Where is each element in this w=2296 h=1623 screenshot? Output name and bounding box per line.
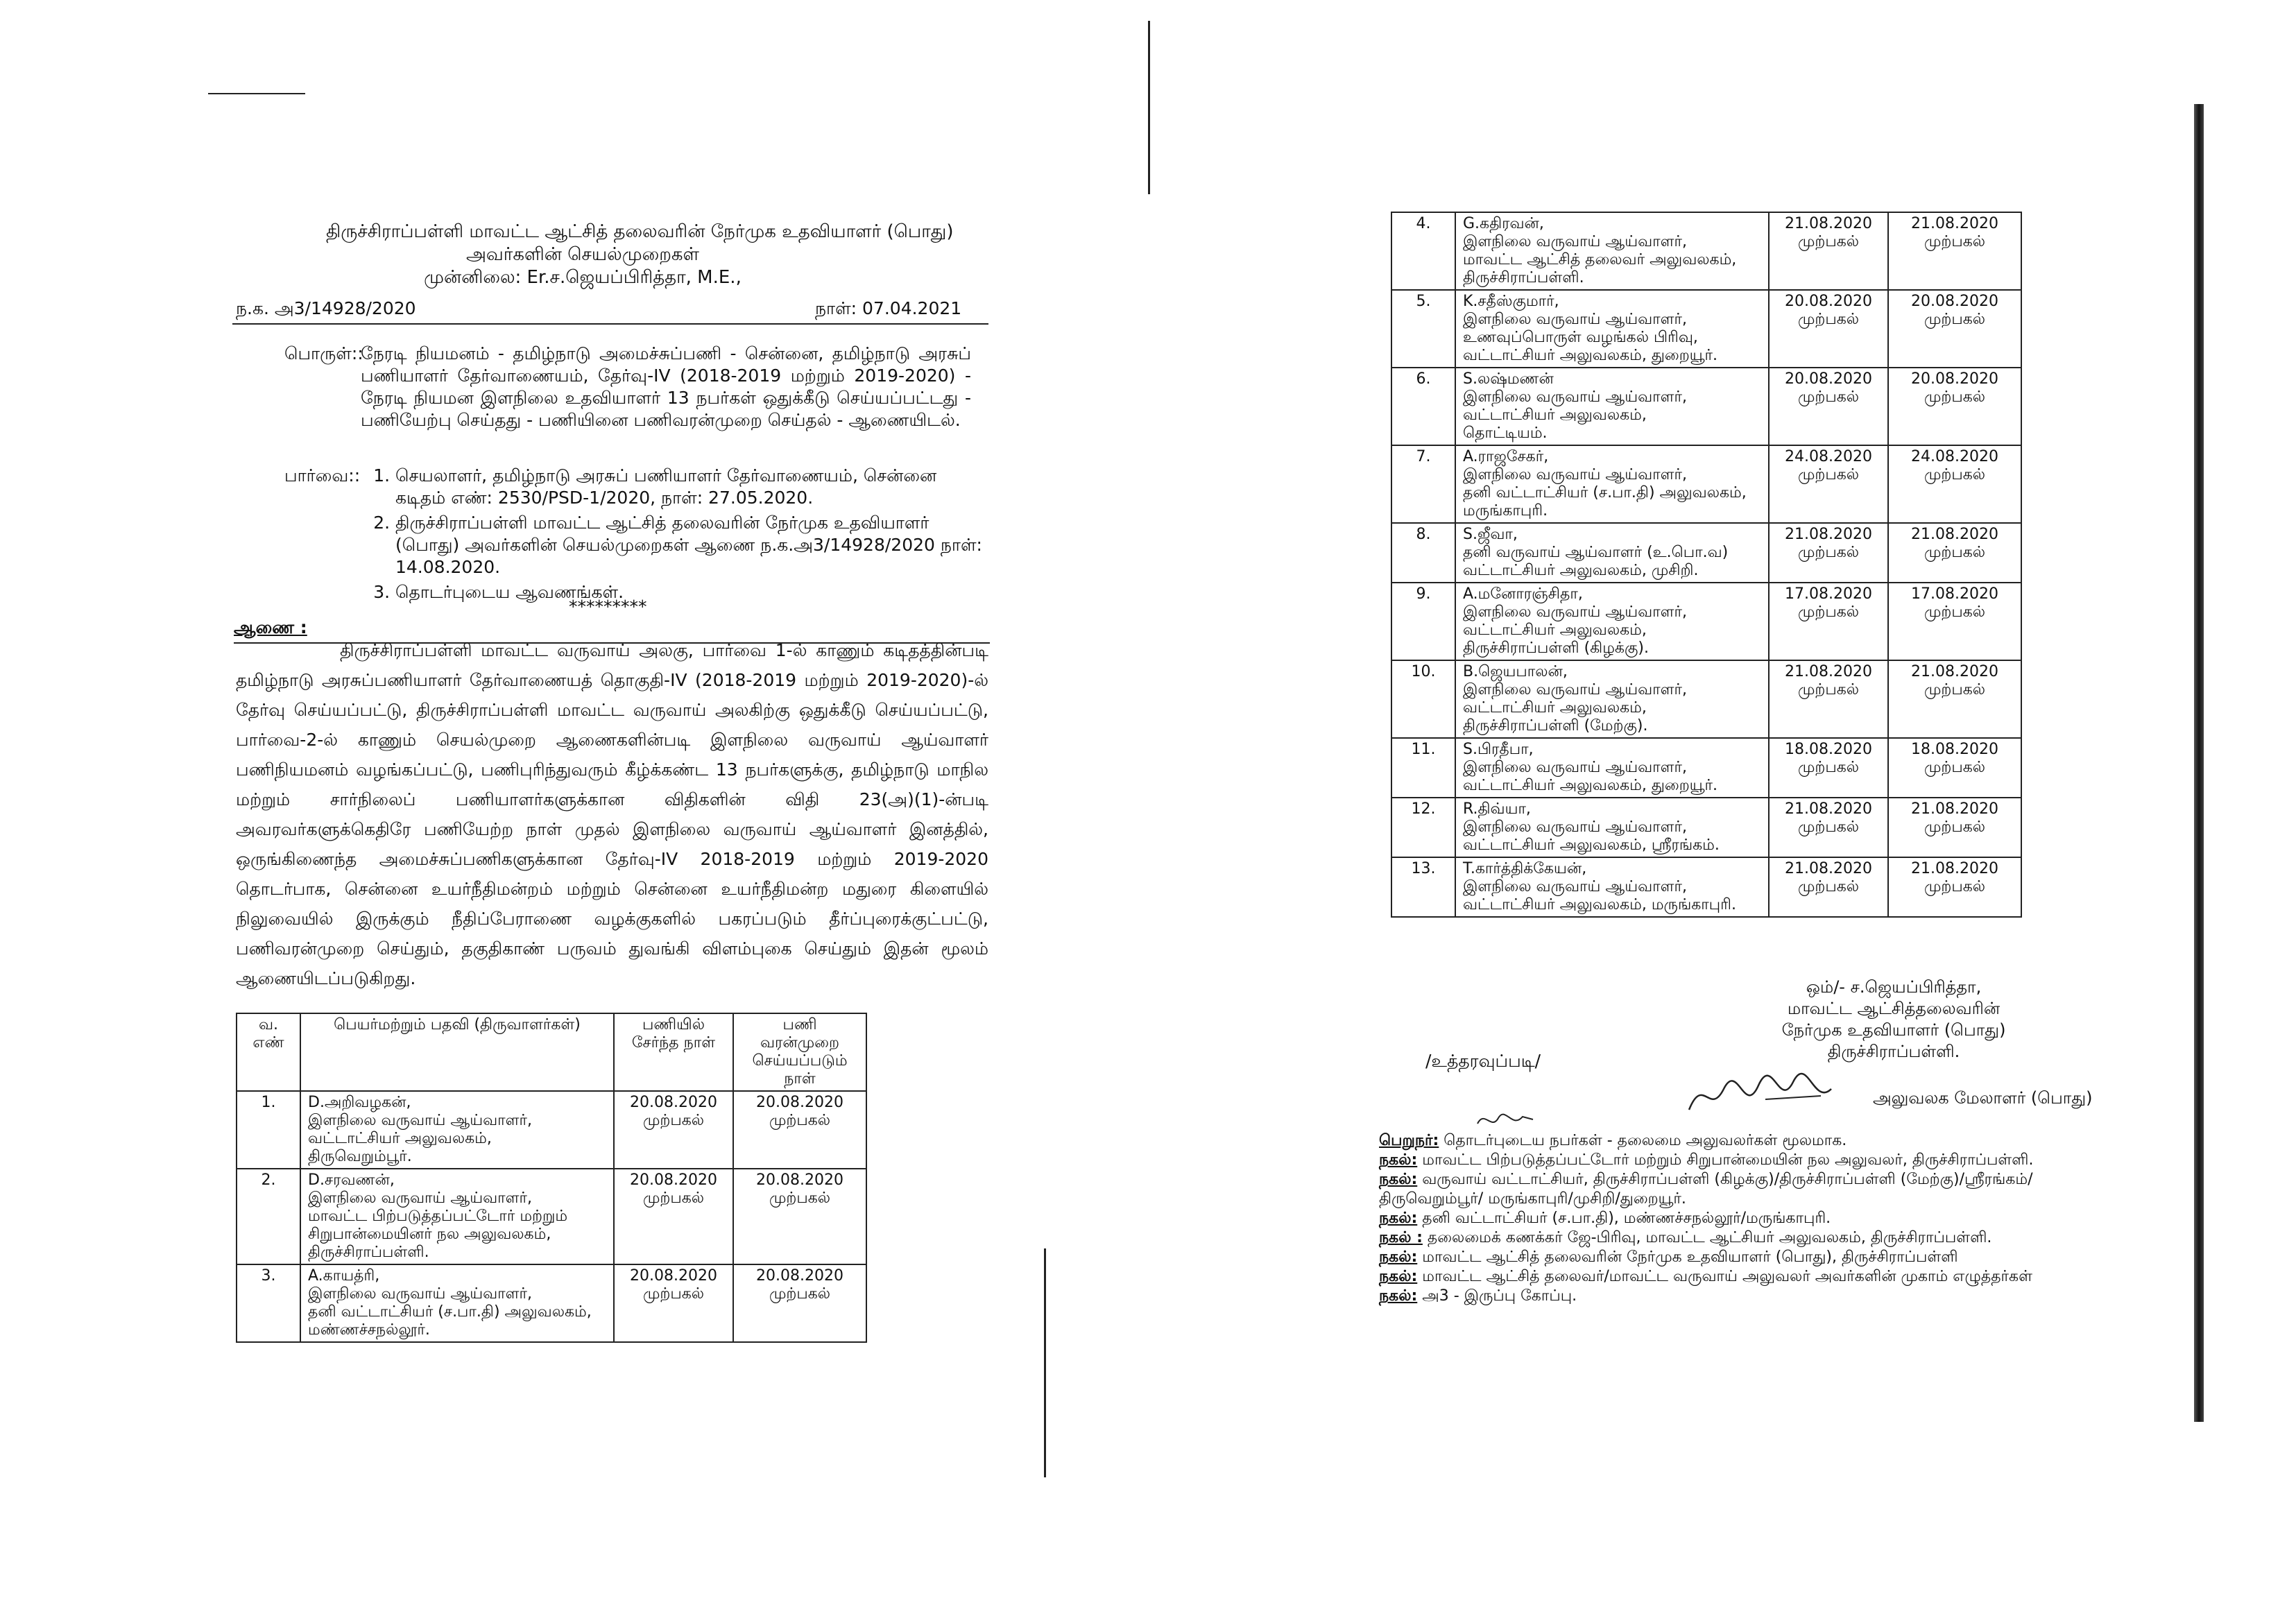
- employee-post: இளநிலை வருவாய் ஆய்வாளர்,: [1463, 466, 1687, 483]
- row-reg-date: [733, 1169, 866, 1264]
- reg-date: 21.08.2020: [1911, 860, 1998, 877]
- employee-post: இளநிலை வருவாய் ஆய்வாளர்,: [308, 1112, 532, 1129]
- reg-session: முற்பகல்: [1924, 466, 1986, 483]
- copy-label: நகல்:: [1379, 1248, 1418, 1266]
- row-serial: 4.: [1391, 212, 1455, 290]
- table-row: [1391, 445, 2021, 523]
- right-page: [1148, 0, 2296, 1623]
- reg-session: முற்பகல்: [769, 1285, 831, 1303]
- reference-item: 3. தொடர்புடைய ஆவணங்கள்.: [395, 581, 992, 603]
- join-date: 20.08.2020: [1785, 293, 1872, 310]
- employee-office-place: திருவெறும்பூர்.: [308, 1148, 412, 1165]
- reg-session: முற்பகல்: [1924, 311, 1986, 328]
- copy-text: தனி வட்டாட்சியர் (ச.பா.தி), மண்ணச்சநல்லூர்/மருங்காபுரி.: [1422, 1210, 1831, 1227]
- roll-table-right: [1391, 212, 2022, 918]
- copy-text: மாவட்ட ஆட்சித் தலைவர்/மாவட்ட வருவாய் அலுவலர் அவர்களின் முகாம் எழுத்தர்கள்: [1422, 1268, 2032, 1285]
- row-name-post: [1455, 583, 1769, 660]
- header-name-post: பெயர்மற்றும் பதவி (திருவாளர்கள்): [300, 1013, 614, 1091]
- row-join-date: [1769, 738, 1888, 798]
- row-reg-date: [1888, 660, 2021, 738]
- header-line-1: திருச்சிராப்பள்ளி மாவட்ட ஆட்சித் தலைவரின் நேர்முக உதவியாளர் (பொது): [326, 221, 954, 242]
- employee-post: இளநிலை வருவாய் ஆய்வாளர்,: [1463, 818, 1687, 836]
- order-date: நாள்: 07.04.2021: [815, 298, 962, 318]
- employee-post: இளநிலை வருவாய் ஆய்வாளர்,: [308, 1190, 532, 1207]
- row-join-date: [1769, 290, 1888, 368]
- header-divider: [232, 323, 988, 325]
- reg-date: 20.08.2020: [1911, 370, 1998, 388]
- employee-office-place: வட்டாட்சியர் அலுவலகம், துறையூர்.: [1463, 347, 1718, 364]
- row-serial: 6.: [1391, 368, 1455, 445]
- references-label: பார்வை::: [284, 465, 361, 486]
- subject-text: நேரடி நியமனம் - தமிழ்நாடு அமைச்சுப்பணி - சென்னை, தமிழ்நாடு அரசுப் பணியாளர் தேர்வாணையம், தேர்வு-IV (2018-2019 மற்றும் 2019-2020) - நேரடி நியமன இளநிலை உதவியாளர் 13 நபர்கள் ஒதுக்கீடு செய்யப்பட்டது - பணியேற்பு செய்தது - பணியினை பணிவரன்முறை செய்தல் - ஆணையிடல்.: [361, 343, 971, 430]
- reference-item: 1. செயலாளர், தமிழ்நாடு அரசுப் பணியாளர் தேர்வாணையம், சென்னை கடிதம் எண்: 2530/PSD-1/2020, நாள்: 27.05.2020.: [395, 465, 992, 509]
- join-session: முற்பகல்: [1797, 759, 1860, 776]
- row-reg-date: [1888, 857, 2021, 917]
- employee-name: A.காயத்ரி,: [308, 1267, 380, 1285]
- row-serial: 2.: [237, 1169, 300, 1264]
- employee-name: S.பிரதீபா,: [1463, 741, 1534, 758]
- employee-office: வட்டாட்சியர் அலுவலகம், துறையூர்.: [1463, 777, 1718, 794]
- order-label: ஆணை :: [234, 617, 307, 637]
- copy-label: நகல்:: [1379, 1171, 1418, 1188]
- row-name-post: [1455, 738, 1769, 798]
- employee-office: வட்டாட்சியர் அலுவலகம், முசிறி.: [1463, 562, 1699, 579]
- row-join-date: [1769, 212, 1888, 290]
- recipient-label: பெறுநர்:: [1379, 1132, 1439, 1149]
- row-join-date: [1769, 660, 1888, 738]
- employee-post: இளநிலை வருவாய் ஆய்வாளர்,: [1463, 603, 1687, 621]
- signature-designation-1: மாவட்ட ஆட்சித்தலைவரின்: [1787, 999, 2001, 1018]
- row-reg-date: [1888, 290, 2021, 368]
- row-join-date: [1769, 445, 1888, 523]
- copy-label: நகல்:: [1379, 1210, 1418, 1227]
- row-name-post: [1455, 212, 1769, 290]
- employee-post: இளநிலை வருவாய் ஆய்வாளர்,: [1463, 681, 1687, 698]
- join-date: 17.08.2020: [1785, 585, 1872, 603]
- copy-text: அ3 - இருப்பு கோப்பு.: [1422, 1287, 1577, 1305]
- row-join-date: [1769, 368, 1888, 445]
- employee-post: தனி வருவாய் ஆய்வாளர் (உ.பொ.வ): [1463, 544, 1729, 561]
- attestation: /உத்தரவுப்படி/: [1425, 1051, 1541, 1071]
- employee-office-place: திருச்சிராப்பள்ளி (மேற்கு).: [1463, 717, 1648, 735]
- join-session: முற்பகல்: [1797, 233, 1860, 250]
- employee-office: மாவட்ட ஆட்சித் தலைவர் அலுவலகம்,: [1463, 251, 1737, 268]
- reg-date: 21.08.2020: [1911, 663, 1998, 680]
- recipient-line: [1379, 1131, 2033, 1151]
- header-join-date: பணியில் சேர்ந்த நாள்: [614, 1013, 733, 1091]
- reg-date: 24.08.2020: [1911, 448, 1998, 465]
- row-name-post: [1455, 290, 1769, 368]
- reg-session: முற்பகல்: [1924, 818, 1986, 836]
- reg-session: முற்பகல்: [1924, 759, 1986, 776]
- row-name-post: [300, 1091, 614, 1169]
- row-reg-date: [1888, 212, 2021, 290]
- copy-label: நகல் :: [1379, 1229, 1423, 1246]
- row-join-date: [1769, 583, 1888, 660]
- row-name-post: [300, 1264, 614, 1342]
- reg-date: 20.08.2020: [756, 1267, 843, 1285]
- copy-line: [1379, 1209, 2033, 1228]
- table-row: [1391, 290, 2021, 368]
- table-row: [1391, 738, 2021, 798]
- employee-name: G.கதிரவன்,: [1463, 215, 1544, 232]
- join-session: முற்பகல்: [1797, 818, 1860, 836]
- reg-session: முற்பகல்: [1924, 878, 1986, 895]
- employee-office-place: திருச்சிராப்பள்ளி.: [308, 1244, 429, 1261]
- row-join-date: [1769, 798, 1888, 857]
- employee-name: R.திவ்யா,: [1463, 800, 1531, 818]
- employee-office-place: திருச்சிராப்பள்ளி (கிழக்கு).: [1463, 639, 1649, 657]
- signature-block: [1720, 977, 2067, 1063]
- employee-office-place: தொட்டியம்.: [1463, 424, 1548, 442]
- join-date: 20.08.2020: [630, 1267, 717, 1285]
- row-join-date: [614, 1169, 733, 1264]
- letterhead: [326, 221, 954, 289]
- join-session: முற்பகல்: [1797, 544, 1860, 561]
- table-header-row: [237, 1013, 866, 1091]
- copy-text: மாவட்ட பிற்படுத்தப்பட்டோர் மற்றும் சிறுபான்மையின் நல அலுவலர், திருச்சிராப்பள்ளி.: [1422, 1151, 2034, 1169]
- separator-stars: *********: [569, 596, 647, 617]
- recipient-text: தொடர்புடைய நபர்கள் - தலைமை அலுவலர்கள் மூலமாக.: [1443, 1132, 1847, 1149]
- copy-line: [1379, 1267, 2033, 1287]
- row-reg-date: [733, 1091, 866, 1169]
- order-body: திருச்சிராப்பள்ளி மாவட்ட வருவாய் அலகு, பார்வை 1-ல் காணும் கடிதத்தின்படி தமிழ்நாடு அரசுப்பணியாளர் தேர்வாணையத் தொகுதி-IV (2018-2019 மற்றும் 2019-2020)-ல் தேர்வு செய்யப்பட்டு, திருச்சிராப்பள்ளி மாவட்ட வருவாய் அலகிற்கு ஒதுக்கீடு செய்யப்பட்டு, பார்வை-2-ல் காணும் செயல்முறை ஆணைகளின்படி இளநிலை வருவாய் ஆய்வாளர் பணிநியமனம் வழங்கப்பட்டு, பணிபுரிந்துவரும் கீழ்க்கண்ட 13 நபர்களுக்கு, தமிழ்நாடு மாநில மற்றும் சார்நிலைப் பணியாளர்களுக்கான விதிகளின் விதி 23(அ)(1)-ன்படி அவரவர்களுக்கெதிரே பணியேற்ற நாள் முதல் இளநிலை வருவாய் ஆய்வாளர் இனத்தில், ஒருங்கிணைந்த அமைச்சுப்பணிகளுக்கான தேர்வு-IV 2018-2019 மற்றும் 2019-2020 தொடர்பாக, சென்னை உயர்நீதிமன்றம் மற்றும் சென்னை உயர்நீதிமன்ற மதுரை கிளையில் நிலுவையில் இருக்கும் நீதிப்பேராணை வழக்குகளில் பகரப்படும் தீர்ப்புரைக்குட்பட்டு, பணிவரன்முறை செய்தும், தகுதிகாண் பருவம் துவங்கி விளம்புகை செய்தும் இதன் மூலம் ஆணையிடப்படுகிறது.: [236, 640, 988, 988]
- employee-post: இளநிலை வருவாய் ஆய்வாளர்,: [1463, 759, 1687, 776]
- table-row: [1391, 523, 2021, 583]
- join-date: 21.08.2020: [1785, 860, 1872, 877]
- join-date: 20.08.2020: [630, 1171, 717, 1189]
- table-row: [1391, 798, 2021, 857]
- office-manager: அலுவலக மேலாளர் (பொது): [1873, 1088, 2093, 1108]
- employee-post: இளநிலை வருவாய் ஆய்வாளர்,: [308, 1285, 532, 1303]
- row-reg-date: [1888, 738, 2021, 798]
- table-row: [1391, 212, 2021, 290]
- table-row: [1391, 583, 2021, 660]
- row-serial: 8.: [1391, 523, 1455, 583]
- join-session: முற்பகல்: [1797, 603, 1860, 621]
- reg-date: 17.08.2020: [1911, 585, 1998, 603]
- row-reg-date: [1888, 523, 2021, 583]
- copy-list: [1379, 1131, 2033, 1306]
- table-row: [1391, 368, 2021, 445]
- row-join-date: [614, 1091, 733, 1169]
- reg-date: 21.08.2020: [1911, 215, 1998, 232]
- join-session: முற்பகல்: [642, 1112, 705, 1129]
- row-name-post: [1455, 445, 1769, 523]
- file-number: ந.க. அ3/14928/2020: [236, 298, 416, 318]
- employee-name: A.மனோரஞ்சிதா,: [1463, 585, 1583, 603]
- row-serial: 9.: [1391, 583, 1455, 660]
- row-join-date: [1769, 523, 1888, 583]
- employee-name: T.கார்த்திக்கேயன்,: [1463, 860, 1587, 877]
- employee-post: இளநிலை வருவாய் ஆய்வாளர்,: [1463, 388, 1687, 406]
- row-serial: 5.: [1391, 290, 1455, 368]
- copy-line: [1379, 1287, 2033, 1306]
- row-name-post: [1455, 660, 1769, 738]
- reg-session: முற்பகல்: [1924, 603, 1986, 621]
- join-session: முற்பகல்: [1797, 878, 1860, 895]
- copy-line: [1379, 1151, 2033, 1170]
- join-date: 24.08.2020: [1785, 448, 1872, 465]
- fold-line-top: [1148, 21, 1150, 194]
- join-session: முற்பகல்: [1797, 466, 1860, 483]
- employee-office: வட்டாட்சியர் அலுவலகம்,: [308, 1130, 492, 1147]
- join-date: 18.08.2020: [1785, 741, 1872, 758]
- row-reg-date: [1888, 445, 2021, 523]
- employee-office: வட்டாட்சியர் அலுவலகம்,: [1463, 699, 1647, 716]
- row-name-post: [1455, 523, 1769, 583]
- employee-name: S.ஜீவா,: [1463, 526, 1518, 543]
- employee-name: D.சரவணன்,: [308, 1171, 395, 1189]
- handwritten-signature: [1682, 1068, 1842, 1124]
- reference-item: 2. திருச்சிராப்பள்ளி மாவட்ட ஆட்சித் தலைவரின் நேர்முக உதவியாளர் (பொது) அவர்களின் செயல்முறைகள் ஆணை ந.க.அ3/14928/2020 நாள்: 14.08.2020.: [395, 512, 992, 578]
- employee-office: தனி வட்டாட்சியர் (ச.பா.தி) அலுவலகம்,: [308, 1303, 592, 1321]
- top-rule: [208, 93, 305, 94]
- signature-name: ஒம்/- ச.ஜெயப்பிரித்தா,: [1806, 977, 1982, 997]
- row-serial: 7.: [1391, 445, 1455, 523]
- row-serial: 12.: [1391, 798, 1455, 857]
- join-date: 21.08.2020: [1785, 800, 1872, 818]
- reg-date: 20.08.2020: [756, 1171, 843, 1189]
- scan-edge: [2194, 104, 2204, 1422]
- row-reg-date: [1888, 583, 2021, 660]
- employee-office: தனி வட்டாட்சியர் (ச.பா.தி) அலுவலகம்,: [1463, 484, 1747, 501]
- copy-label: நகல்:: [1379, 1268, 1418, 1285]
- table-row: [237, 1091, 866, 1169]
- row-reg-date: [1888, 368, 2021, 445]
- copy-line: [1379, 1228, 2033, 1248]
- row-name-post: [1455, 368, 1769, 445]
- employee-office-place: திருச்சிராப்பள்ளி.: [1463, 269, 1584, 286]
- row-name-post: [1455, 798, 1769, 857]
- join-session: முற்பகல்: [1797, 388, 1860, 406]
- row-reg-date: [1888, 798, 2021, 857]
- row-serial: 11.: [1391, 738, 1455, 798]
- row-name-post: [1455, 857, 1769, 917]
- employee-office: உணவுப்பொருள் வழங்கல் பிரிவு,: [1463, 329, 1698, 346]
- header-serial: வ. எண்: [237, 1013, 300, 1091]
- row-join-date: [614, 1264, 733, 1342]
- copy-text: தலைமைக் கணக்கர் ஜே-பிரிவு, மாவட்ட ஆட்சியர் அலுவலகம், திருச்சிராப்பள்ளி.: [1427, 1229, 1992, 1246]
- reg-session: முற்பகல்: [769, 1190, 831, 1207]
- fold-line: [1044, 1248, 1046, 1477]
- row-serial: 10.: [1391, 660, 1455, 738]
- reg-session: முற்பகல்: [769, 1112, 831, 1129]
- employee-office: மாவட்ட பிற்படுத்தப்பட்டோர் மற்றும் சிறுபான்மையினர் நல அலுவலகம்,: [308, 1208, 568, 1243]
- row-reg-date: [733, 1264, 866, 1342]
- employee-post: இளநிலை வருவாய் ஆய்வாளர்,: [1463, 878, 1687, 895]
- join-date: 21.08.2020: [1785, 215, 1872, 232]
- employee-office-place: மண்ணச்சநல்லூர்.: [308, 1321, 430, 1339]
- table-row: [237, 1169, 866, 1264]
- copy-text: திருவெறும்பூர்/ மருங்காபுரி/முசிறி/துறையூர்.: [1379, 1190, 1686, 1208]
- signature-place: திருச்சிராப்பள்ளி.: [1827, 1042, 1960, 1061]
- reg-session: முற்பகல்: [1924, 233, 1986, 250]
- copy-label: நகல்:: [1379, 1287, 1418, 1305]
- join-date: 21.08.2020: [1785, 526, 1872, 543]
- initials-mark: [1474, 1110, 1536, 1133]
- reg-session: முற்பகல்: [1924, 544, 1986, 561]
- subject-label: பொருள்::: [284, 343, 363, 363]
- employee-name: S.லஷ்மணன்: [1463, 370, 1554, 388]
- copy-text: வருவாய் வட்டாட்சியர், திருச்சிராப்பள்ளி (கிழக்கு)/திருச்சிராப்பள்ளி (மேற்கு)/ஸ்ரீரங்கம்/: [1422, 1171, 2033, 1188]
- employee-office-place: மருங்காபுரி.: [1463, 502, 1548, 519]
- copy-line-continued: [1379, 1190, 2033, 1209]
- copy-text: மாவட்ட ஆட்சித் தலைவரின் நேர்முக உதவியாளர் (பொது), திருச்சிராப்பள்ளி: [1422, 1248, 1958, 1266]
- join-session: முற்பகல்: [642, 1285, 705, 1303]
- employee-office: வட்டாட்சியர் அலுவலகம், ஸ்ரீரங்கம்.: [1463, 836, 1720, 854]
- header-regularisation-date: பணி வரன்முறை செய்யப்படும் நாள்: [733, 1013, 866, 1091]
- employee-office: வட்டாட்சியர் அலுவலகம்,: [1463, 621, 1647, 639]
- employee-office: வட்டாட்சியர் அலுவலகம், மருங்காபுரி.: [1463, 896, 1736, 913]
- employee-name: K.சதீஸ்குமார்,: [1463, 293, 1559, 310]
- table-row: [237, 1264, 866, 1342]
- roll-table-left: [236, 1013, 867, 1343]
- join-date: 20.08.2020: [1785, 370, 1872, 388]
- reg-session: முற்பகல்: [1924, 681, 1986, 698]
- reg-date: 20.08.2020: [756, 1094, 843, 1111]
- row-serial: 13.: [1391, 857, 1455, 917]
- join-session: முற்பகல்: [1797, 311, 1860, 328]
- copy-line: [1379, 1170, 2033, 1190]
- employee-post: இளநிலை வருவாய் ஆய்வாளர்,: [1463, 311, 1687, 328]
- join-date: 20.08.2020: [630, 1094, 717, 1111]
- row-serial: 3.: [237, 1264, 300, 1342]
- reg-date: 21.08.2020: [1911, 800, 1998, 818]
- table-row: [1391, 660, 2021, 738]
- join-session: முற்பகல்: [1797, 681, 1860, 698]
- row-join-date: [1769, 857, 1888, 917]
- employee-post: இளநிலை வருவாய் ஆய்வாளர்,: [1463, 233, 1687, 250]
- employee-name: A.ராஜசேகர்,: [1463, 448, 1549, 465]
- header-line-3: முன்னிலை: Er.ச.ஜெயப்பிரித்தா, M.E.,: [424, 267, 742, 288]
- employee-name: B.ஜெயபாலன்,: [1463, 663, 1568, 680]
- employee-office: வட்டாட்சியர் அலுவலகம்,: [1463, 406, 1647, 424]
- copy-label: நகல்:: [1379, 1151, 1418, 1169]
- row-serial: 1.: [237, 1091, 300, 1169]
- header-line-2: அவர்களின் செயல்முறைகள்: [466, 244, 699, 265]
- reg-date: 18.08.2020: [1911, 741, 1998, 758]
- signature-designation-2: நேர்முக உதவியாளர் (பொது): [1781, 1020, 2006, 1040]
- reg-session: முற்பகல்: [1924, 388, 1986, 406]
- join-date: 21.08.2020: [1785, 663, 1872, 680]
- copy-line: [1379, 1248, 2033, 1267]
- employee-name: D.அறிவழகன்,: [308, 1094, 411, 1111]
- reg-date: 20.08.2020: [1911, 293, 1998, 310]
- row-name-post: [300, 1169, 614, 1264]
- reg-date: 21.08.2020: [1911, 526, 1998, 543]
- join-session: முற்பகல்: [642, 1190, 705, 1207]
- table-row: [1391, 857, 2021, 917]
